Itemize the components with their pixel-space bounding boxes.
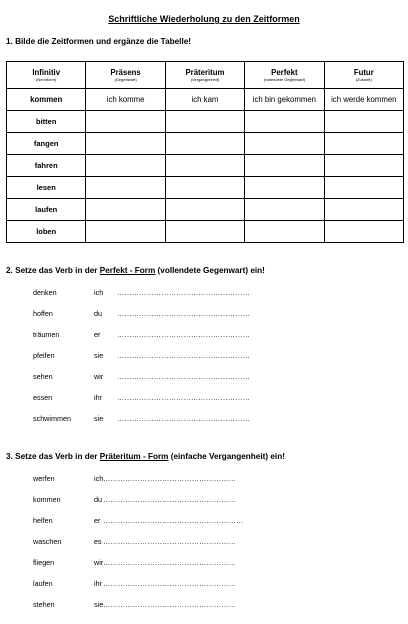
answer-cell-praeteritum[interactable] (165, 199, 244, 221)
exercise-verb: träumen (33, 330, 60, 339)
table-header-row (7, 62, 404, 89)
exercise-verb: helfen (33, 516, 53, 525)
exercise-pronoun: sie (94, 414, 104, 423)
answer-cell-perfekt[interactable] (245, 111, 324, 133)
exercise-verb: laufen (33, 579, 53, 588)
heading-text: 2. Setze das Verb in der (6, 266, 100, 275)
example-row (7, 89, 404, 111)
answer-cell-perfekt[interactable] (245, 155, 324, 177)
exercise-verb: sehen (33, 372, 53, 381)
exercise-pronoun: ihr (94, 579, 102, 588)
table-row (7, 177, 404, 199)
exercise-pronoun: ihr (94, 393, 102, 402)
answer-cell-perfekt[interactable] (245, 133, 324, 155)
answer-line[interactable]: ……………………………………………… (117, 414, 250, 423)
exercise-verb: kommen (33, 495, 61, 504)
answer-cell-praesens[interactable] (86, 155, 165, 177)
answer-cell-praeteritum[interactable] (165, 221, 244, 243)
answer-cell-perfekt[interactable] (245, 199, 324, 221)
column-label: Präteritum (185, 67, 225, 77)
answer-cell-futur[interactable] (324, 199, 403, 221)
exercise-verb: werfen (33, 474, 55, 483)
section-2-heading (6, 266, 265, 275)
answer-cell-praesens[interactable] (86, 221, 165, 243)
answer-line[interactable]: ……………………………………………… (117, 351, 250, 360)
table-row (7, 221, 404, 243)
example-futur: ich werde kommen (324, 89, 403, 111)
answer-line[interactable]: ………………………………………………… (103, 516, 244, 525)
answer-line[interactable]: ……………………………………………… (117, 288, 250, 297)
answer-cell-futur[interactable] (324, 133, 403, 155)
exercise-pronoun: wir (94, 372, 104, 381)
verb-cell: loben (7, 221, 86, 243)
exercise-pronoun: sie (94, 600, 104, 609)
example-perfekt: ich bin gekommen (245, 89, 324, 111)
example-praesens: ich komme (86, 89, 165, 111)
column-header-praesens (86, 62, 165, 89)
answer-line[interactable]: ……………………………………………… (103, 495, 236, 504)
column-header-infinitiv (7, 62, 86, 89)
answer-cell-futur[interactable] (324, 177, 403, 199)
answer-cell-praeteritum[interactable] (165, 155, 244, 177)
column-header-perfekt (245, 62, 324, 89)
answer-line[interactable]: ……………………………………………… (103, 600, 236, 609)
heading-text: 3. Setze das Verb in der (6, 452, 100, 461)
page-title: Schriftliche Wiederholung zu den Zeitformen (108, 14, 300, 24)
exercise-verb: essen (33, 393, 53, 402)
answer-line[interactable]: ……………………………………………… (103, 579, 236, 588)
answer-line[interactable]: ……………………………………………… (117, 393, 250, 402)
answer-line[interactable]: ……………………………………………… (117, 309, 250, 318)
verb-cell: bitten (7, 111, 86, 133)
verb-cell: lesen (7, 177, 86, 199)
exercise-verb: stehen (33, 600, 55, 609)
table-row (7, 199, 404, 221)
column-sublabel: (Vergangenheit) (190, 76, 220, 82)
column-sublabel: (Gegenwart) (114, 76, 137, 82)
exercise-pronoun: er (94, 330, 101, 339)
example-praeteritum: ich kam (165, 89, 244, 111)
answer-cell-futur[interactable] (324, 155, 403, 177)
answer-cell-praeteritum[interactable] (165, 111, 244, 133)
column-label: Perfekt (271, 67, 298, 77)
table-row (7, 155, 404, 177)
verb-cell: fahren (7, 155, 86, 177)
answer-cell-praesens[interactable] (86, 199, 165, 221)
column-label: Präsens (110, 67, 141, 77)
answer-line[interactable]: ……………………………………………… (103, 558, 236, 567)
tense-table (6, 61, 404, 243)
answer-line[interactable]: ……………………………………………… (103, 537, 236, 546)
answer-cell-praesens[interactable] (86, 133, 165, 155)
table-row (7, 133, 404, 155)
heading-text: (einfache Vergangenheit) ein! (168, 452, 285, 461)
column-sublabel: (Nennform) (36, 76, 57, 82)
exercise-verb: schwimmen (33, 414, 71, 423)
section-1-heading: 1. Bilde die Zeitformen und ergänze die Tabelle! (6, 37, 192, 46)
column-header-futur (324, 62, 403, 89)
heading-text: (vollendete Gegenwart) ein! (155, 266, 265, 275)
heading-underlined-text: Perfekt - Form (99, 266, 156, 275)
section-3-heading (6, 452, 285, 461)
answer-cell-praesens[interactable] (86, 177, 165, 199)
verb-cell: fangen (7, 133, 86, 155)
answer-cell-futur[interactable] (324, 221, 403, 243)
column-label: Futur (353, 67, 374, 77)
verb-cell: laufen (7, 199, 86, 221)
exercise-verb: waschen (33, 537, 62, 546)
answer-cell-praeteritum[interactable] (165, 177, 244, 199)
exercise-pronoun: du (94, 495, 102, 504)
exercise-pronoun: ich (94, 288, 104, 297)
table-row (7, 111, 404, 133)
answer-line[interactable]: ……………………………………………… (103, 474, 236, 483)
exercise-verb: fliegen (33, 558, 55, 567)
exercise-pronoun: ich (94, 474, 104, 483)
column-label: Infinitiv (32, 67, 61, 77)
answer-line[interactable]: ……………………………………………… (117, 372, 250, 381)
exercise-verb: pfeifen (33, 351, 55, 360)
column-sublabel: (vollendete Gegenwart) (263, 76, 306, 82)
heading-underlined-text: Präteritum - Form (99, 452, 169, 461)
answer-cell-perfekt[interactable] (245, 221, 324, 243)
column-sublabel: (Zukunft) (355, 76, 372, 82)
exercise-pronoun: wir (94, 558, 104, 567)
answer-cell-perfekt[interactable] (245, 177, 324, 199)
exercise-pronoun: es (94, 537, 102, 546)
column-header-praeteritum (165, 62, 244, 89)
exercise-pronoun: er (94, 516, 101, 525)
example-infinitiv: kommen (7, 89, 86, 111)
answer-cell-praesens[interactable] (86, 111, 165, 133)
answer-cell-praeteritum[interactable] (165, 133, 244, 155)
answer-cell-futur[interactable] (324, 111, 403, 133)
exercise-verb: denken (33, 288, 57, 297)
exercise-pronoun: sie (94, 351, 104, 360)
answer-line[interactable]: ……………………………………………… (117, 330, 250, 339)
exercise-verb: hoffen (33, 309, 53, 318)
exercise-pronoun: du (94, 309, 102, 318)
